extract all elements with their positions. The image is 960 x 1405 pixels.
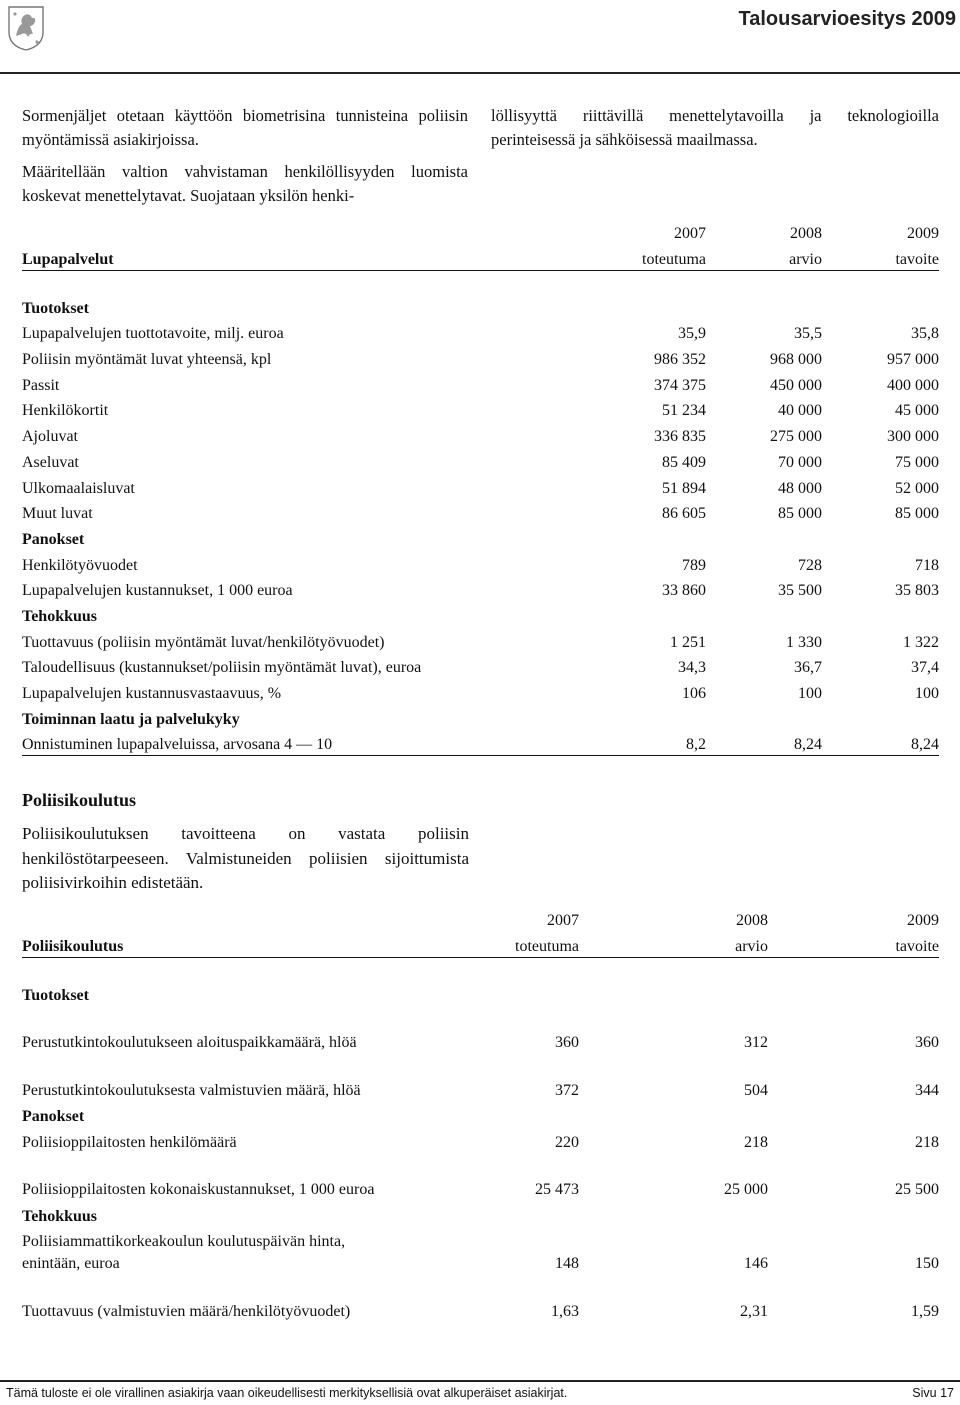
- row-value: 504: [744, 1081, 768, 1099]
- section-header: Tuotokset: [22, 299, 89, 317]
- header-rule: [0, 72, 960, 74]
- row-value: 300 000: [887, 428, 939, 446]
- row-value: 218: [915, 1134, 939, 1152]
- row-value: 45 000: [895, 402, 939, 420]
- intro-paragraph: Sormenjäljet otetaan käyttöön biometrisina tunnisteina poliisin myöntämissä asiakirjoissa.: [22, 106, 468, 149]
- row-value: 957 000: [887, 351, 939, 369]
- row-label: Henkilötyövuodet: [22, 556, 138, 574]
- table-row: [22, 1006, 939, 1054]
- table-header-row: [22, 244, 939, 271]
- lion-coat-of-arms-icon: [6, 4, 46, 52]
- row-value: 40 000: [778, 402, 822, 420]
- row-value: 48 000: [778, 479, 822, 497]
- type-header: toteutuma: [382, 931, 579, 958]
- section-header-row: [22, 704, 939, 730]
- table-year-row: [22, 905, 939, 931]
- row-label: Lupapalvelujen kustannukset, 1 000 euroa: [22, 582, 293, 600]
- section-header: Tehokkuus: [22, 607, 98, 625]
- year-header: 2008: [790, 225, 822, 242]
- intro-right-column: [491, 104, 939, 160]
- row-value: 51 234: [662, 402, 706, 420]
- row-value: 450 000: [770, 376, 822, 394]
- row-value: 8,24: [706, 730, 822, 756]
- type-header: arvio: [579, 931, 768, 958]
- row-value: 35,9: [678, 325, 706, 343]
- row-label: Poliisioppilaitosten henkilömäärä: [22, 1134, 237, 1152]
- row-label: Poliisin myöntämät luvat yhteensä, kpl: [22, 351, 272, 369]
- row-label: Perustutkintokoulutukseen aloituspaikkamäärä, hlöä: [22, 1033, 357, 1051]
- section-header-row: [22, 601, 939, 627]
- row-label: Aseluvat: [22, 453, 79, 471]
- row-label: Henkilökortit: [22, 402, 109, 420]
- row-value: 35,8: [911, 325, 939, 343]
- row-value: 789: [682, 556, 706, 574]
- table-row: [22, 421, 939, 447]
- table-row: [22, 396, 939, 422]
- section-header-row: [22, 524, 939, 550]
- row-label: Passit: [22, 376, 60, 394]
- row-value: 25 473: [535, 1181, 579, 1199]
- row-value: 146: [744, 1255, 768, 1273]
- page-number: Sivu 17: [912, 1386, 954, 1400]
- row-label: Lupapalvelujen kustannusvastaavuus, %: [22, 685, 282, 702]
- row-value: 25 500: [895, 1181, 939, 1199]
- table-row: [22, 550, 939, 576]
- row-value: 1,63: [551, 1303, 579, 1321]
- row-value: 35 803: [895, 582, 939, 600]
- section-header: Tuotokset: [22, 986, 89, 1004]
- table-title: Lupapalvelut: [22, 244, 582, 271]
- row-value: 100: [915, 685, 939, 702]
- row-value: 75 000: [895, 453, 939, 471]
- row-value: 150: [915, 1255, 939, 1273]
- poliisikoulutus-table: [22, 905, 939, 1323]
- table-row: [22, 1275, 939, 1323]
- row-value: 400 000: [887, 376, 939, 394]
- table-row: [22, 653, 939, 679]
- section-intro: Poliisikoulutuksen tavoitteena on vastata poliisin henkilöstötarpeeseen. Valmistuneiden poliisien sijoittumista poliisivirkoihin edistetään.: [22, 824, 469, 892]
- row-value: 35,5: [794, 325, 822, 343]
- table-body: [22, 980, 939, 1323]
- row-value: 85 000: [895, 505, 939, 523]
- row-value: 52 000: [895, 479, 939, 497]
- table-row: [22, 730, 939, 756]
- row-value: 8,2: [582, 730, 706, 756]
- row-value: 336 835: [654, 428, 706, 446]
- section-header-row: [22, 293, 939, 319]
- section-header-row: [22, 980, 939, 1006]
- section-header: Panokset: [22, 530, 85, 548]
- table-row: [22, 447, 939, 473]
- spacer-row: [22, 271, 939, 294]
- year-header: 2009: [907, 912, 939, 929]
- row-value: 86 605: [662, 505, 706, 523]
- row-value: 344: [915, 1081, 939, 1099]
- row-value: 1 330: [786, 633, 822, 651]
- year-header: 2009: [907, 225, 939, 242]
- section-header: Tehokkuus: [22, 1208, 98, 1226]
- row-label: Onnistuminen lupapalveluissa, arvosana 4 — 10: [22, 730, 582, 756]
- row-label: Poliisiammattikorkeakoulun koulutuspäivän hinta, enintään, euroa: [22, 1233, 346, 1273]
- type-header: toteutuma: [582, 244, 706, 271]
- section-header: Toiminnan laatu ja palvelukyky: [22, 710, 240, 728]
- row-label: Lupapalvelujen tuottotavoite, milj. euroa: [22, 325, 284, 343]
- row-value: 1,59: [911, 1303, 939, 1321]
- row-value: 8,24: [822, 730, 939, 756]
- row-value: 33 860: [662, 582, 706, 600]
- row-value: 372: [555, 1081, 579, 1099]
- table-row: [22, 678, 939, 704]
- table-body: [22, 293, 939, 756]
- row-label: Tuottavuus (poliisin myöntämät luvat/henkilötyövuodet): [22, 633, 385, 651]
- table-row: [22, 370, 939, 396]
- type-header: tavoite: [822, 244, 939, 271]
- intro-columns: [22, 104, 939, 214]
- row-value: 968 000: [770, 351, 822, 369]
- row-value: 106: [682, 685, 706, 702]
- footer-rule: [0, 1380, 960, 1382]
- table-row: [22, 344, 939, 370]
- spacer-row: [22, 958, 939, 981]
- row-label: Muut luvat: [22, 505, 93, 523]
- row-value: 85 409: [662, 453, 706, 471]
- section-title: Poliisikoulutus: [22, 790, 137, 810]
- row-label: Ulkomaalaisluvat: [22, 479, 135, 497]
- intro-paragraph: löllisyyttä riittävillä menettelytavoilla ja teknologioilla perinteisessä ja sähköisessä maailmassa.: [491, 106, 939, 149]
- year-header: 2008: [736, 912, 768, 929]
- row-value: 275 000: [770, 428, 822, 446]
- table-header-row: [22, 931, 939, 958]
- table-row: [22, 1153, 939, 1201]
- section-header-row: [22, 1102, 939, 1128]
- table-year-row: [22, 218, 939, 244]
- row-value: 218: [744, 1134, 768, 1152]
- row-value: 220: [555, 1134, 579, 1152]
- row-label: Perustutkintokoulutuksesta valmistuvien määrä, hlöä: [22, 1081, 361, 1099]
- type-header: arvio: [706, 244, 822, 271]
- row-label: Poliisioppilaitosten kokonaiskustannukset, 1 000 euroa: [22, 1181, 375, 1199]
- table-row: [22, 1054, 939, 1102]
- table-row: [22, 499, 939, 525]
- row-value: 312: [744, 1033, 768, 1051]
- table-row: [22, 576, 939, 602]
- row-value: 34,3: [678, 659, 706, 677]
- row-value: 85 000: [778, 505, 822, 523]
- table-row: [22, 1227, 939, 1275]
- type-header: tavoite: [768, 931, 939, 958]
- table-row: [22, 627, 939, 653]
- row-label: Taloudellisuus (kustannukset/poliisin myöntämät luvat), euroa: [22, 659, 422, 677]
- row-value: 718: [915, 556, 939, 574]
- document-title: Talousarvioesitys 2009: [738, 8, 956, 30]
- row-value: 51 894: [662, 479, 706, 497]
- table-title: Poliisikoulutus: [22, 931, 382, 958]
- row-value: 986 352: [654, 351, 706, 369]
- row-value: 2,31: [740, 1303, 768, 1321]
- table-row: [22, 319, 939, 345]
- row-value: 70 000: [778, 453, 822, 471]
- row-value: 37,4: [911, 659, 939, 677]
- table-row: [22, 1127, 939, 1153]
- row-value: 360: [555, 1033, 579, 1051]
- row-value: 25 000: [724, 1181, 768, 1199]
- row-value: 148: [555, 1255, 579, 1273]
- footer-disclaimer: Tämä tuloste ei ole virallinen asiakirja vaan oikeudellisesti merkityksellisiä ovat alkuperäiset asiakirjat.: [6, 1386, 568, 1400]
- row-label: Tuottavuus (valmistuvien määrä/henkilötyövuodet): [22, 1303, 351, 1321]
- year-header: 2007: [547, 912, 579, 929]
- row-value: 728: [798, 556, 822, 574]
- intro-paragraph: Määritellään valtion vahvistaman henkilöllisyyden luomista koskevat menettelytavat. Suojataan yksilön henki-: [22, 162, 468, 205]
- row-value: 100: [798, 685, 822, 702]
- intro-left-column: [22, 104, 468, 216]
- row-value: 1 322: [903, 633, 939, 651]
- section-header-row: [22, 1201, 939, 1227]
- row-value: 360: [915, 1033, 939, 1051]
- lupapalvelut-table: [22, 218, 939, 756]
- section-header: Panokset: [22, 1108, 85, 1126]
- row-value: 36,7: [794, 659, 822, 677]
- table-row: [22, 473, 939, 499]
- year-header: 2007: [674, 225, 706, 242]
- row-label: Ajoluvat: [22, 428, 78, 446]
- row-value: 35 500: [778, 582, 822, 600]
- row-value: 374 375: [654, 376, 706, 394]
- row-value: 1 251: [670, 633, 706, 651]
